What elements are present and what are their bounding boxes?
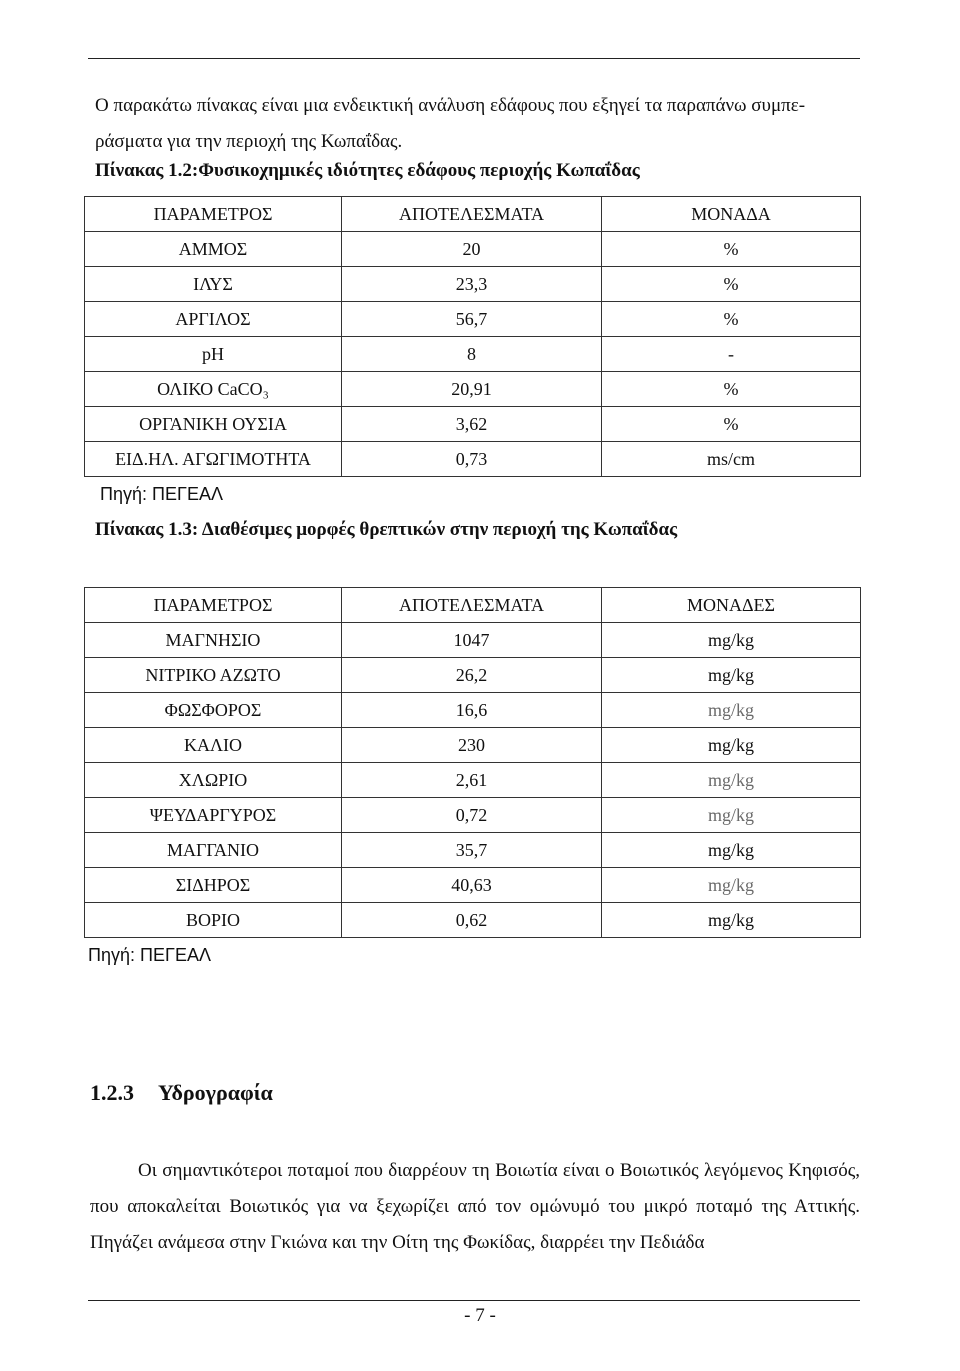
header-cell: ΠΑΡΑΜΕΤΡΟΣ bbox=[85, 197, 342, 232]
value-cell: 0,72 bbox=[342, 798, 602, 833]
value-cell: 40,63 bbox=[342, 868, 602, 903]
unit-cell: % bbox=[602, 267, 861, 302]
table-row bbox=[85, 407, 861, 442]
header-cell: ΜΟΝΑΔΕΣ bbox=[602, 588, 861, 623]
unit-cell: % bbox=[602, 407, 861, 442]
soil-properties-table bbox=[84, 196, 861, 477]
value-cell: 20 bbox=[342, 232, 602, 267]
unit-cell: mg/kg bbox=[602, 728, 861, 763]
param-cell: ΜΑΓΝΗΣΙΟ bbox=[85, 623, 342, 658]
table1-caption-label: Πίνακας bbox=[95, 160, 164, 181]
value-cell: 3,62 bbox=[342, 407, 602, 442]
unit-cell: ms/cm bbox=[602, 442, 861, 477]
table-header-row bbox=[85, 197, 861, 232]
unit-cell: mg/kg bbox=[602, 693, 861, 728]
nutrients-table bbox=[84, 587, 861, 938]
table-row bbox=[85, 728, 861, 763]
value-cell: 35,7 bbox=[342, 833, 602, 868]
table-row bbox=[85, 693, 861, 728]
section-heading bbox=[90, 1080, 273, 1106]
param-cell: ΕΙΔ.ΗΛ. ΑΓΩΓΙΜΟΤΗΤΑ bbox=[85, 442, 342, 477]
header-cell: ΑΠΟΤΕΛΕΣΜΑΤΑ bbox=[342, 197, 602, 232]
table2-caption-title: 1.3: Διαθέσιμες μορφές θρεπτικών στην περιοχή της Κωπαΐδας bbox=[168, 519, 678, 540]
value-cell: 26,2 bbox=[342, 658, 602, 693]
unit-cell: - bbox=[602, 337, 861, 372]
table2-source: Πηγή: ΠΕΓΕΑΛ bbox=[88, 945, 211, 965]
param-cell: ΣΙΔΗΡΟΣ bbox=[85, 868, 342, 903]
section-paragraph bbox=[90, 1153, 860, 1261]
value-cell: 23,3 bbox=[342, 267, 602, 302]
table-row bbox=[85, 763, 861, 798]
table1-source: Πηγή: ΠΕΓΕΑΛ bbox=[100, 484, 223, 504]
table-row bbox=[85, 372, 861, 407]
value-cell: 0,73 bbox=[342, 442, 602, 477]
value-cell: 0,62 bbox=[342, 903, 602, 938]
table2-caption bbox=[95, 519, 677, 541]
header-cell: ΑΠΟΤΕΛΕΣΜΑΤΑ bbox=[342, 588, 602, 623]
param-cell: ΑΡΓΙΛΟΣ bbox=[85, 302, 342, 337]
table-row bbox=[85, 267, 861, 302]
table1-caption-title: 1.2:Φυσικοχημικές ιδιότητες εδάφους περιοχής Κωπαΐδας bbox=[168, 160, 640, 181]
unit-cell: mg/kg bbox=[602, 658, 861, 693]
unit-cell: mg/kg bbox=[602, 868, 861, 903]
param-cell: ΨΕΥΔΑΡΓΥΡΟΣ bbox=[85, 798, 342, 833]
table2-caption-label: Πίνακας bbox=[95, 519, 164, 540]
param-cell: ΝΙΤΡΙΚΟ ΑΖΩΤΟ bbox=[85, 658, 342, 693]
value-cell: 230 bbox=[342, 728, 602, 763]
header-cell: ΜΟΝΑΔΑ bbox=[602, 197, 861, 232]
table-row bbox=[85, 798, 861, 833]
unit-cell: mg/kg bbox=[602, 623, 861, 658]
unit-cell: mg/kg bbox=[602, 833, 861, 868]
param-cell: ΧΛΩΡΙΟ bbox=[85, 763, 342, 798]
unit-cell: % bbox=[602, 302, 861, 337]
unit-cell: mg/kg bbox=[602, 903, 861, 938]
param-cell: ΑΜΜΟΣ bbox=[85, 232, 342, 267]
bottom-rule bbox=[88, 1300, 860, 1301]
table-row bbox=[85, 623, 861, 658]
page-number: - 7 - bbox=[464, 1305, 496, 1326]
header-cell: ΠΑΡΑΜΕΤΡΟΣ bbox=[85, 588, 342, 623]
param-cell: ΦΩΣΦΟΡΟΣ bbox=[85, 693, 342, 728]
section-number: 1.2.3 bbox=[90, 1080, 134, 1105]
table-row bbox=[85, 302, 861, 337]
table-header-row bbox=[85, 588, 861, 623]
value-cell: 16,6 bbox=[342, 693, 602, 728]
section-title: Υδρογραφία bbox=[158, 1080, 273, 1105]
table-row bbox=[85, 442, 861, 477]
unit-cell: mg/kg bbox=[602, 798, 861, 833]
table-row bbox=[85, 833, 861, 868]
table-row bbox=[85, 337, 861, 372]
param-cell: ΒΟΡΙΟ bbox=[85, 903, 342, 938]
table-row bbox=[85, 232, 861, 267]
unit-cell: % bbox=[602, 232, 861, 267]
param-cell: pH bbox=[85, 337, 342, 372]
table-row bbox=[85, 903, 861, 938]
value-cell: 1047 bbox=[342, 623, 602, 658]
param-cell: ΙΛΥΣ bbox=[85, 267, 342, 302]
value-cell: 20,91 bbox=[342, 372, 602, 407]
value-cell: 8 bbox=[342, 337, 602, 372]
param-cell: ΟΛΙΚΟ CaCO₃ bbox=[85, 372, 342, 407]
paragraph-text: Οι σημαντικότεροι ποταμοί που διαρρέουν τη Βοιωτία είναι ο Βοιωτικός λεγόμενος Κηφισός, που αποκαλείται Βοιωτικός για να ξεχωρίζει από τον ομώνυμό του μικρό ποταμό της Αττικής. Πηγάζει ανάμεσα στην Γκιώνα και την Οίτη της Φωκίδας, διαρρέει την Πεδιάδα bbox=[90, 1160, 860, 1253]
table1-caption bbox=[95, 160, 640, 182]
param-cell: ΚΑΛΙΟ bbox=[85, 728, 342, 763]
value-cell: 56,7 bbox=[342, 302, 602, 337]
top-rule bbox=[88, 58, 860, 59]
table-row bbox=[85, 658, 861, 693]
param-cell: ΜΑΓΓΑΝΙΟ bbox=[85, 833, 342, 868]
table-row bbox=[85, 868, 861, 903]
unit-cell: mg/kg bbox=[602, 763, 861, 798]
intro-paragraph: Ο παρακάτω πίνακας είναι μια ενδεικτική ανάλυση εδάφους που εξηγεί τα παραπάνω συμπε-ράσματα για την περιοχή της Κωπαΐδας. bbox=[95, 95, 806, 152]
value-cell: 2,61 bbox=[342, 763, 602, 798]
param-cell: ΟΡΓΑΝΙΚΗ ΟΥΣΙΑ bbox=[85, 407, 342, 442]
unit-cell: % bbox=[602, 372, 861, 407]
